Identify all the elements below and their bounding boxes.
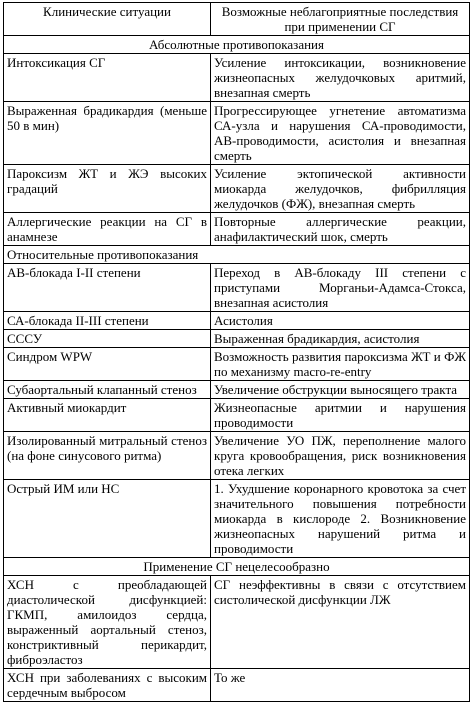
consequence-cell: То же — [211, 669, 470, 702]
situation-cell: Выраженная брадикардия (меньше 50 в мин) — [4, 102, 211, 165]
table-row — [4, 432, 470, 480]
section-row — [4, 558, 470, 576]
consequence-cell: Жизнеопасные аритмии и нарушения проводимости — [211, 399, 470, 432]
table-row — [4, 399, 470, 432]
table-row — [4, 669, 470, 702]
table-row — [4, 381, 470, 399]
table-row — [4, 348, 470, 381]
table-row — [4, 312, 470, 330]
header-clinical-situations: Клинические ситуации — [4, 3, 211, 36]
consequence-cell: Выраженная брадикардия, асистолия — [211, 330, 470, 348]
section-not-advisable: Применение СГ нецелесообразно — [4, 558, 470, 576]
situation-cell: ХСН при заболеваниях с высоким сердечным выбросом — [4, 669, 211, 702]
situation-cell: АВ-блокада I-II степени — [4, 264, 211, 312]
table-row — [4, 330, 470, 348]
consequence-cell: Увеличение УО ПЖ, переполнение малого круга кровообращения, риск возникновения отека легких — [211, 432, 470, 480]
consequence-cell: Усиление эктопической активности миокарда желудочков, фибрилляция желудочков (ФЖ), внезапная смерть — [211, 165, 470, 213]
table-row — [4, 264, 470, 312]
situation-cell: ХСН с преобладающей диастолической дисфункцией: ГКМП, амилоидоз сердца, выраженный аортальный стеноз, констриктивный перикардит, фиброэластоз — [4, 576, 211, 669]
contraindications-table — [3, 2, 470, 702]
situation-cell: СССУ — [4, 330, 211, 348]
section-absolute-contraindications: Абсолютные противопоказания — [4, 36, 470, 54]
table-row — [4, 102, 470, 165]
situation-cell: Активный миокардит — [4, 399, 211, 432]
situation-cell: Интоксикация СГ — [4, 54, 211, 102]
consequence-cell: Асистолия — [211, 312, 470, 330]
situation-cell: СА-блокада II-III степени — [4, 312, 211, 330]
situation-cell: Аллергические реакции на СГ в анамнезе — [4, 213, 211, 246]
section-row — [4, 246, 470, 264]
consequence-cell: Возможность развития пароксизма ЖТ и ФЖ по механизму macro-re-entry — [211, 348, 470, 381]
situation-cell: Синдром WPW — [4, 348, 211, 381]
situation-cell: Пароксизм ЖТ и ЖЭ высоких градаций — [4, 165, 211, 213]
section-relative-contraindications: Относительные противопоказания — [4, 246, 470, 264]
consequence-cell: Повторные аллергические реакции, анафилактический шок, смерть — [211, 213, 470, 246]
header-row — [4, 3, 470, 36]
situation-cell: Изолированный митральный стеноз (на фоне синусового ритма) — [4, 432, 211, 480]
section-row — [4, 36, 470, 54]
document-page — [3, 2, 469, 702]
consequence-cell: 1. Ухудшение коронарного кровотока за счет значительного повышения потребности миокарда в кислороде 2. Возникновение жизнеопасных нарушений ритма и проводимости — [211, 480, 470, 558]
situation-cell: Острый ИМ или НС — [4, 480, 211, 558]
consequence-cell: СГ неэффективны в связи с отсутствием систолической дисфункции ЛЖ — [211, 576, 470, 669]
consequence-cell: Прогрессирующее угнетение автоматизма СА-узла и нарушения СА-проводимости, АВ-проводимости, асистолия и внезапная смерть — [211, 102, 470, 165]
table-row — [4, 480, 470, 558]
consequence-cell: Увеличение обструкции выносящего тракта — [211, 381, 470, 399]
situation-cell: Субаортальный клапанный стеноз — [4, 381, 211, 399]
header-possible-consequences: Возможные неблагоприятные последствия при применении СГ — [211, 3, 470, 36]
consequence-cell: Переход в АВ-блокаду III степени с приступами Морганьи-Адамса-Стокса, внезапная асистолия — [211, 264, 470, 312]
consequence-cell: Усиление интоксикации, возникновение жизнеопасных желудочковых аритмий, внезапная смерть — [211, 54, 470, 102]
table-row — [4, 576, 470, 669]
table-row — [4, 165, 470, 213]
table-row — [4, 213, 470, 246]
table-row — [4, 54, 470, 102]
